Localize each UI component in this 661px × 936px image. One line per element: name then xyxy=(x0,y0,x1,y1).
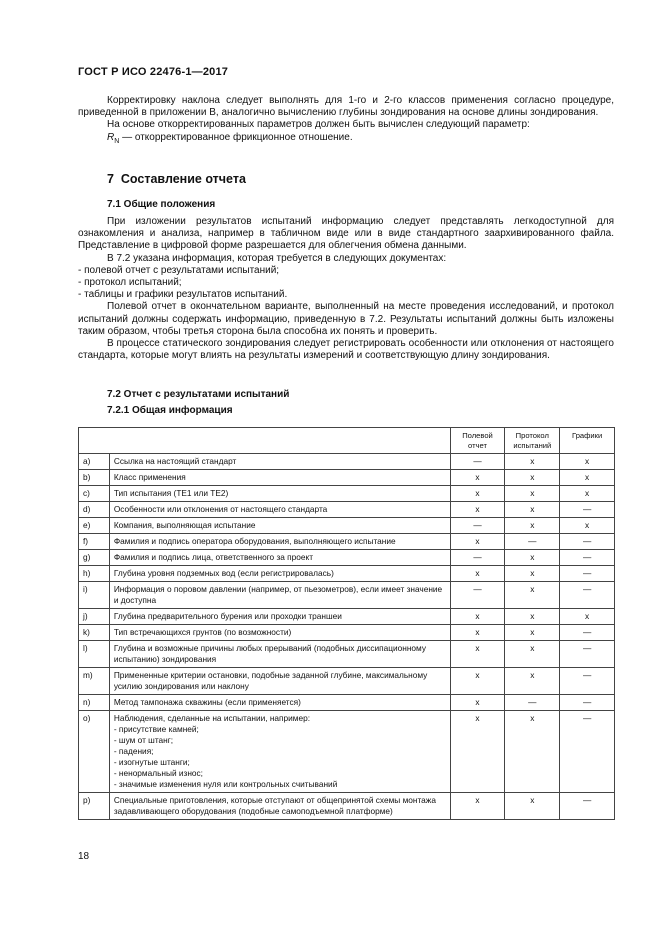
subsection-7-1-body xyxy=(78,216,614,362)
row-letter: h) xyxy=(79,566,110,582)
row-description: Информация о поровом давлении (например, от пьезометров), если имеет значение и доступна xyxy=(109,582,450,609)
cell-protocol: x xyxy=(505,582,560,609)
table-row xyxy=(79,793,615,820)
cell-field-report: x xyxy=(450,641,505,668)
header-protocol: Протокол испытаний xyxy=(505,428,560,454)
observation-list-item: - значимые изменения нуля или контрольных считываний xyxy=(113,779,338,789)
row-description xyxy=(109,711,450,793)
symbol-subscript: N xyxy=(114,137,120,145)
s71-paragraph-3: Полевой отчет в окончательном варианте, выполненный на месте проведения исследований, и протокол испытаний должны содержать информацию, приведенную в 7.2. Результаты испытаний должны быть изложены таким образом, чтобы третья сторона была способна их понять и проверить. xyxy=(78,301,614,337)
cell-field-report: — xyxy=(450,582,505,609)
cell-protocol: x xyxy=(505,566,560,582)
row-letter: d) xyxy=(79,502,110,518)
row-letter: m) xyxy=(79,668,110,695)
row-description: Глубина уровня подземных вод (если регистрировалась) xyxy=(109,566,450,582)
s71-paragraph-4: В процессе статического зондирования следует регистрировать особенности или отклонения от настоящего стандарта, которые могут влиять на результаты измерений и соответствующую длину зондирования. xyxy=(78,338,614,362)
cell-graphs: — xyxy=(560,550,615,566)
observation-list-item: - ненормальный износ; xyxy=(113,768,203,778)
cell-graphs: x xyxy=(560,454,615,470)
table-row xyxy=(79,695,615,711)
row-letter: f) xyxy=(79,534,110,550)
table-row xyxy=(79,502,615,518)
table-header-blank xyxy=(79,428,451,454)
symbol-r: R xyxy=(107,131,115,143)
cell-protocol: x xyxy=(505,486,560,502)
row-letter: c) xyxy=(79,486,110,502)
header-graphs: Графики xyxy=(560,428,615,454)
intro-paragraph-2: На основе откорректированных параметров должен быть вычислен следующий параметр: xyxy=(107,119,530,131)
row-description: Ссылка на настоящий стандарт xyxy=(109,454,450,470)
cell-graphs: — xyxy=(560,793,615,820)
table-row xyxy=(79,668,615,695)
observation-list-item: - шум от штанг; xyxy=(113,735,174,745)
table-row xyxy=(79,582,615,609)
document-header: ГОСТ Р ИСО 22476-1—2017 xyxy=(78,66,229,78)
observation-list-item: - изогнутые штанги; xyxy=(113,757,190,767)
cell-graphs: — xyxy=(560,534,615,550)
cell-graphs: — xyxy=(560,502,615,518)
table-row xyxy=(79,566,615,582)
table-row xyxy=(79,486,615,502)
cell-protocol: x xyxy=(505,711,560,793)
intro-paragraph-3-text: — откорректированное фрикционное отношение. xyxy=(119,131,353,143)
section-7-title xyxy=(107,172,246,186)
cell-protocol: — xyxy=(505,534,560,550)
row-letter: j) xyxy=(79,609,110,625)
cell-field-report: x xyxy=(450,566,505,582)
row-description: Фамилия и подпись оператора оборудования, выполняющего испытание xyxy=(109,534,450,550)
row-description: Глубина и возможные причины любых прерываний (подобных диссипационному испытанию) зондирования xyxy=(109,641,450,668)
page-number: 18 xyxy=(78,851,90,862)
row-letter: k) xyxy=(79,625,110,641)
observation-list-item: - присутствие камней; xyxy=(113,724,199,734)
s71-list-item: - таблицы и графики результатов испытаний. xyxy=(78,289,288,301)
cell-field-report: x xyxy=(450,534,505,550)
table-row xyxy=(79,609,615,625)
subsection-7-1-title: 7.1 Общие положения xyxy=(107,199,216,210)
cell-field-report: x xyxy=(450,502,505,518)
cell-field-report: x xyxy=(450,609,505,625)
row-letter: n) xyxy=(79,695,110,711)
cell-protocol: x xyxy=(505,641,560,668)
row-description: Компания, выполняющая испытание xyxy=(109,518,450,534)
cell-protocol: x xyxy=(505,502,560,518)
row-description: Класс применения xyxy=(109,470,450,486)
cell-field-report: x xyxy=(450,668,505,695)
table-row xyxy=(79,711,615,793)
cell-graphs: — xyxy=(560,711,615,793)
table-header-row xyxy=(79,428,615,454)
cell-field-report: x xyxy=(450,695,505,711)
subsection-7-2-title: 7.2 Отчет с результатами испытаний xyxy=(107,389,290,400)
observation-list-item: - падения; xyxy=(113,746,154,756)
cell-field-report: x xyxy=(450,486,505,502)
cell-graphs: — xyxy=(560,668,615,695)
cell-graphs: — xyxy=(560,625,615,641)
row-letter: g) xyxy=(79,550,110,566)
cell-field-report: x xyxy=(450,711,505,793)
cell-graphs: — xyxy=(560,695,615,711)
row-description: Метод тампонажа скважины (если применяется) xyxy=(109,695,450,711)
table-row xyxy=(79,454,615,470)
row-description: Глубина предварительного бурения или проходки траншеи xyxy=(109,609,450,625)
cell-graphs: x xyxy=(560,470,615,486)
s71-list-item: - протокол испытаний; xyxy=(78,277,182,289)
cell-graphs: — xyxy=(560,641,615,668)
table-row xyxy=(79,518,615,534)
intro-block xyxy=(78,95,614,148)
cell-protocol: — xyxy=(505,695,560,711)
table-row xyxy=(79,641,615,668)
row-description: Тип встречающихся грунтов (по возможности) xyxy=(109,625,450,641)
cell-protocol: x xyxy=(505,470,560,486)
row-letter: e) xyxy=(79,518,110,534)
s71-paragraph-1: При изложении результатов испытаний информацию следует представлять легкодоступной для ознакомления и анализа, например в табличном виде или в виде стандартного заархивированного файла. Представление в цифровой форме разрешается для облегчения обмена данными. xyxy=(78,216,614,252)
row-description: Тип испытания (ТЕ1 или ТЕ2) xyxy=(109,486,450,502)
cell-graphs: x xyxy=(560,518,615,534)
cell-field-report: x xyxy=(450,793,505,820)
table-row xyxy=(79,550,615,566)
requirements-table xyxy=(78,427,615,820)
subsection-7-2-1-title: 7.2.1 Общая информация xyxy=(107,405,233,416)
cell-protocol: x xyxy=(505,668,560,695)
cell-protocol: x xyxy=(505,625,560,641)
row-letter: i) xyxy=(79,582,110,609)
cell-protocol: x xyxy=(505,550,560,566)
row-description: Примененные критерии остановки, подобные заданной глубине, максимальному усилию зондирования или наклону xyxy=(109,668,450,695)
cell-field-report: — xyxy=(450,454,505,470)
section-7-text: Составление отчета xyxy=(120,172,246,186)
intro-paragraph-1: Корректировку наклона следует выполнять для 1-го и 2-го классов применения согласно процедуре, приведенной в приложении В, аналогично вычислению глубины зондирования на основе длины зондирования. xyxy=(78,95,614,119)
cell-field-report: x xyxy=(450,470,505,486)
row-letter: o) xyxy=(79,711,110,793)
table-row xyxy=(79,470,615,486)
header-field-report: Полевой отчет xyxy=(450,428,505,454)
cell-graphs: — xyxy=(560,566,615,582)
cell-field-report: x xyxy=(450,625,505,641)
s71-paragraph-2: В 7.2 указана информация, которая требуется в следующих документах: xyxy=(107,252,447,264)
section-7-number: 7 xyxy=(107,172,114,186)
cell-protocol: x xyxy=(505,454,560,470)
cell-protocol: x xyxy=(505,609,560,625)
cell-protocol: x xyxy=(505,793,560,820)
row-letter: l) xyxy=(79,641,110,668)
s71-list-item: - полевой отчет с результатами испытаний; xyxy=(78,264,280,276)
cell-graphs: x xyxy=(560,486,615,502)
cell-field-report: — xyxy=(450,550,505,566)
cell-protocol: x xyxy=(505,518,560,534)
row-letter: b) xyxy=(79,470,110,486)
cell-field-report: — xyxy=(450,518,505,534)
row-description-text: Наблюдения, сделанные на испытании, например: xyxy=(113,713,311,723)
row-description: Фамилия и подпись лица, ответственного за проект xyxy=(109,550,450,566)
row-description: Специальные приготовления, которые отступают от общепринятой схемы монтажа задавливающего оборудования (подобные самоподъемной платформе) xyxy=(109,793,450,820)
table-row xyxy=(79,534,615,550)
intro-paragraph-3 xyxy=(78,132,614,148)
row-letter: a) xyxy=(79,454,110,470)
table-row xyxy=(79,625,615,641)
cell-graphs: — xyxy=(560,582,615,609)
row-description: Особенности или отклонения от настоящего стандарта xyxy=(109,502,450,518)
cell-graphs: x xyxy=(560,609,615,625)
row-letter: p) xyxy=(79,793,110,820)
